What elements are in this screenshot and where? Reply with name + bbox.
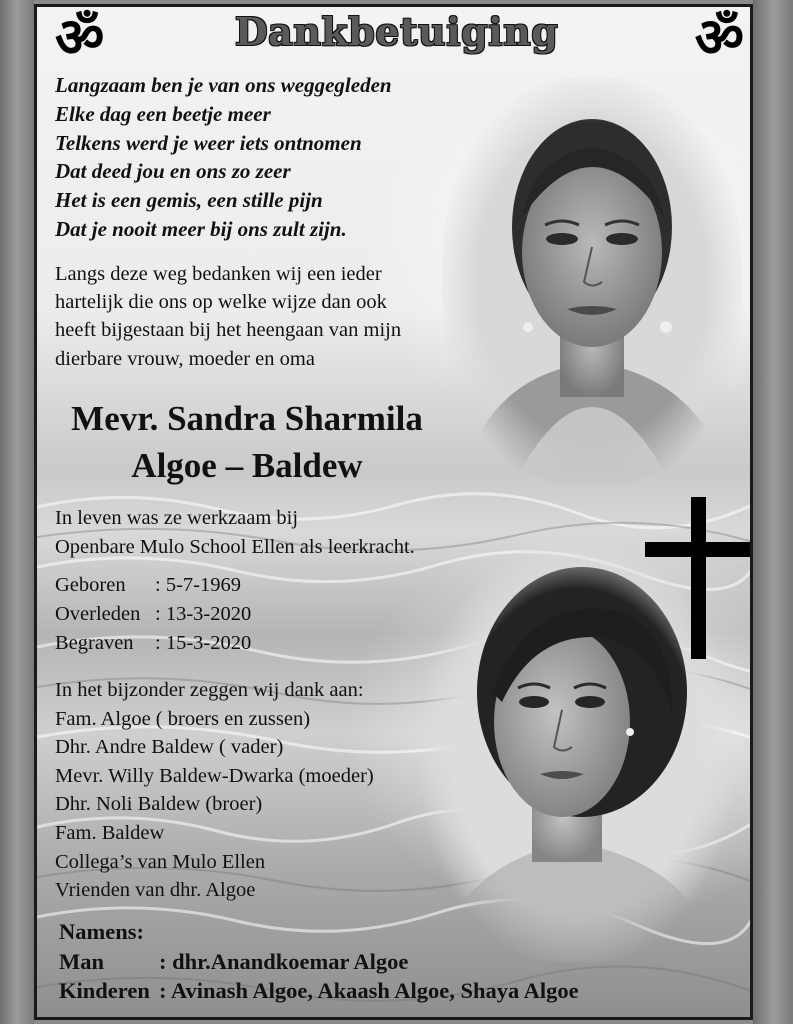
work-info bbox=[55, 504, 535, 561]
date-value: : 5-7-1969 bbox=[155, 574, 241, 596]
list-item: Fam. Algoe ( broers en zussen) bbox=[55, 707, 311, 730]
date-label: Begraven bbox=[55, 632, 134, 654]
special-thanks-list bbox=[55, 676, 374, 905]
left-background-strip bbox=[0, 0, 34, 1024]
list-item: Fam. Baldew bbox=[55, 821, 165, 844]
date-label: Geboren bbox=[55, 574, 126, 596]
deceased-name bbox=[37, 395, 457, 489]
list-item: Dhr. Andre Baldew ( vader) bbox=[55, 736, 284, 759]
poem-line: Dat je nooit meer bij ons zult zijn. bbox=[55, 216, 347, 241]
list-item: Mevr. Willy Baldew-Dwarka (moeder) bbox=[55, 764, 374, 787]
namens-label: Man bbox=[59, 948, 104, 974]
thanks-line: heeft bijgestaan bij het heengaan van mijn bbox=[55, 319, 402, 342]
thanks-line: hartelijk die ons op welke wijze dan ook bbox=[55, 291, 387, 314]
date-label: Overleden bbox=[55, 603, 141, 625]
namens-row bbox=[59, 947, 579, 977]
right-background-strip bbox=[753, 0, 793, 1024]
namens-value: : dhr.Anandkoemar Algoe bbox=[159, 948, 409, 974]
deceased-name-line: Mevr. Sandra Sharmila bbox=[71, 399, 423, 438]
thanks-paragraph bbox=[55, 260, 475, 373]
namens-row bbox=[59, 976, 579, 1006]
announcement-card bbox=[34, 4, 753, 1020]
poem bbox=[55, 71, 392, 244]
work-line: In leven was ze werkzaam bij bbox=[55, 507, 299, 529]
thanks-line: dierbare vrouw, moeder en oma bbox=[55, 347, 315, 370]
om-symbol-icon: ॐ bbox=[55, 6, 105, 69]
list-item: Collega’s van Mulo Ellen bbox=[55, 850, 266, 873]
thanks-line: Langs deze weg bedanken wij een ieder bbox=[55, 263, 382, 285]
date-row-born bbox=[55, 571, 251, 600]
page-title: Dankbetuiging bbox=[234, 9, 559, 54]
date-value: : 15-3-2020 bbox=[155, 632, 252, 654]
namens-value: : Avinash Algoe, Akaash Algoe, Shaya Algoe bbox=[159, 978, 579, 1003]
date-row-buried bbox=[55, 629, 251, 658]
portrait-photo-upper bbox=[442, 77, 742, 487]
cross-icon bbox=[645, 497, 753, 659]
poem-line: Langzaam ben je van ons weggegleden bbox=[55, 73, 392, 97]
list-item: Dhr. Noli Baldew (broer) bbox=[55, 793, 263, 816]
poem-line: Telkens werd je weer iets ontnomen bbox=[55, 130, 362, 155]
poem-line: Het is een gemis, een stille pijn bbox=[55, 188, 323, 213]
deceased-name-line: Algoe – Baldew bbox=[131, 446, 363, 485]
dates-block bbox=[55, 571, 251, 658]
date-value: : 13-3-2020 bbox=[155, 603, 252, 625]
om-symbol-icon: ॐ bbox=[694, 6, 744, 69]
list-item: Vrienden van dhr. Algoe bbox=[55, 879, 256, 902]
namens-heading: Namens: bbox=[59, 919, 144, 944]
work-line: Openbare Mulo School Ellen als leerkracht. bbox=[55, 535, 415, 558]
poem-line: Elke dag een beetje meer bbox=[55, 101, 271, 126]
date-row-died bbox=[55, 600, 251, 629]
list-item: In het bijzonder zeggen wij dank aan: bbox=[55, 679, 364, 701]
poem-line: Dat deed jou en ons zo zeer bbox=[55, 159, 291, 184]
namens-label: Kinderen bbox=[59, 978, 150, 1003]
